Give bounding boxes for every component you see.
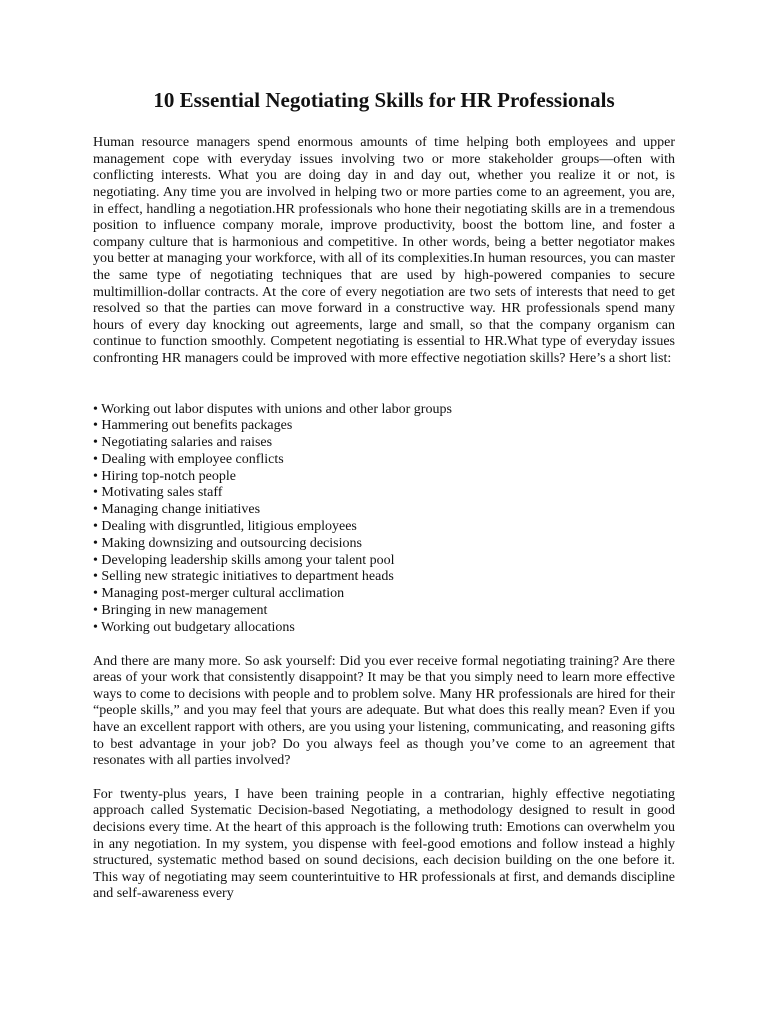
list-item: • Negotiating salaries and raises xyxy=(93,435,273,451)
document-title: 10 Essential Negotiating Skills for HR Professionals xyxy=(153,88,615,112)
document-page xyxy=(93,88,675,903)
skills-list xyxy=(93,402,675,637)
list-item: • Making downsizing and outsourcing decisions xyxy=(93,535,362,551)
list-item: • Managing post-merger cultural acclimation xyxy=(93,586,345,602)
list-item: • Bringing in new management xyxy=(93,603,268,619)
list-item: • Working out labor disputes with unions and other labor groups xyxy=(93,401,452,417)
paragraph-training: And there are many more. So ask yourself: Did you ever receive formal negotiating training? Are there areas of your work that consistently disappoint? It may be that you simply need to learn more effective ways to come to decisions with people and to problem solve. Many HR professionals are hired for their “people skills,” and you may feel that yours are adequate. But what does this really mean? Even if you have an excellent rapport with others, are you using your listening, communicating, and reasoning gifts to best advantage in your job? Do you always feel as though you’ve come to an agreement that resonates with all parties involved? xyxy=(93,653,675,769)
list-item: • Motivating sales staff xyxy=(93,485,223,501)
list-item: • Managing change initiatives xyxy=(93,502,261,518)
list-item: • Working out budgetary allocations xyxy=(93,619,295,635)
intro-paragraph: Human resource managers spend enormous amounts of time helping both employees and upper management cope with everyday issues involving two or more stakeholder groups—often with conflicting interests. What you are doing day in and day out, whether you realize it or not, is negotiating. Any time you are involved in helping two or more parties come to an agreement, you are, in effect, handling a negotiation.HR professionals who hone their negotiating skills are in a tremendous position to influence company morale, improve productivity, boost the bottom line, and foster a company culture that is harmonious and competitive. In other words, being a better negotiator makes you better at managing your workforce, with all of its complexities.In human resources, you can master the same type of negotiating techniques that are used by high-powered companies to secure multimillion-dollar contracts. At the core of every negotiation are two sets of interests that need to get resolved so that the parties can move forward in a constructive way. HR professionals spend many hours of every day knocking out agreements, large and small, so that the company organism can continue to function smoothly. Competent negotiating is essential to HR.What type of everyday issues confronting HR managers could be improved with more effective negotiation skills? Here’s a short list: xyxy=(93,135,675,366)
list-item: • Selling new strategic initiatives to department heads xyxy=(93,569,394,585)
list-item: • Hammering out benefits packages xyxy=(93,418,293,434)
paragraph-method: For twenty-plus years, I have been training people in a contrarian, highly effective negotiating approach called Systematic Decision-based Negotiating, a methodology designed to result in good decisions every time. At the heart of this approach is the following truth: Emotions can overwhelm you in any negotiation. In my system, you dispense with feel-good emotions and follow instead a highly structured, systematic method based on sound decisions, each decision building on the one before it. This way of negotiating may seem counterintuitive to HR professionals at first, and demands discipline and self-awareness every xyxy=(93,786,675,902)
list-item: • Dealing with employee conflicts xyxy=(93,451,284,467)
list-item: • Dealing with disgruntled, litigious employees xyxy=(93,519,357,535)
list-item: • Hiring top-notch people xyxy=(93,468,236,484)
list-item: • Developing leadership skills among your talent pool xyxy=(93,552,395,568)
